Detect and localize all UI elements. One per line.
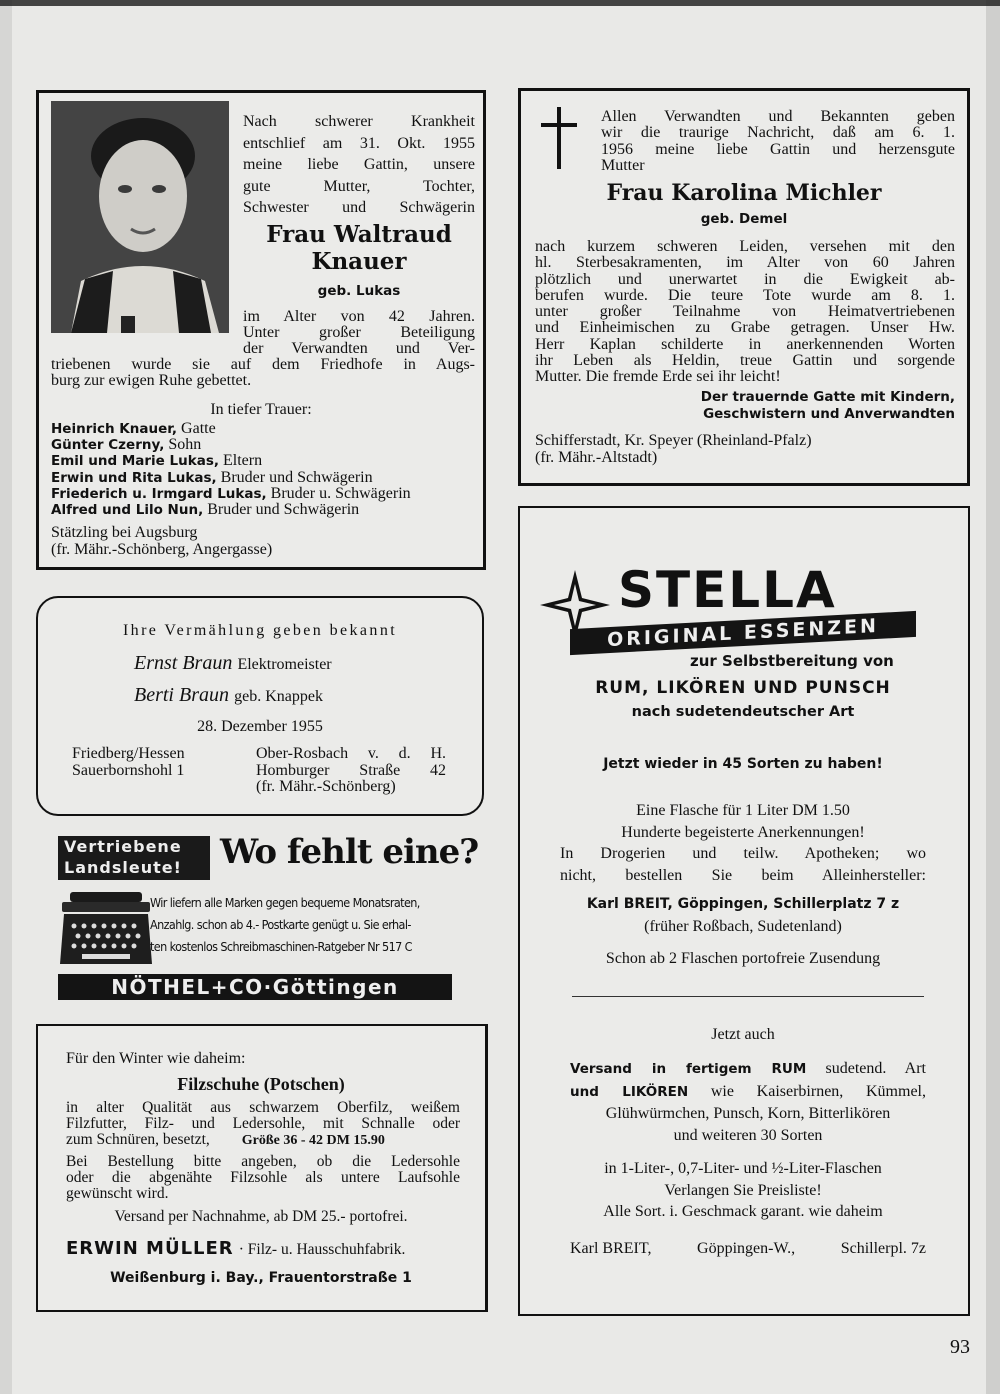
bottle-line: in 1-Liter-, 0,7-Liter- und ½-Liter-Flaschen xyxy=(604,1160,882,1177)
obit2-place-line: Schifferstadt, Kr. Speyer (Rheinland-Pfalz) xyxy=(535,432,812,449)
relative-row: Heinrich Knauer, Gatte xyxy=(51,420,216,437)
obit1-place-line: Stätzling bei Augsburg xyxy=(51,524,198,541)
banner-ribbon: ORIGINAL ESSENZEN xyxy=(570,611,916,655)
stella-also: Jetzt auch xyxy=(711,1026,775,1043)
groom-name: Ernst Braun xyxy=(134,652,233,674)
rum-line: Versand in fertigem RUM sudetend. Art xyxy=(570,1060,926,1077)
stella-text-line: In Drogerien und teilw. Apotheken; wo xyxy=(560,845,926,862)
footer-part: Schillerpl. 7z xyxy=(840,1240,926,1257)
stella-available: Jetzt wieder in 45 Sorten zu haben! xyxy=(603,756,883,772)
rum-line: Glühwürmchen, Punsch, Korn, Bitterlikören xyxy=(605,1105,891,1122)
obit1-text-line: burg zur ewigen Ruhe gebettet. xyxy=(51,372,252,389)
obit2-text-line: Herr Kaplan schilderte in anerkennenden Worten xyxy=(535,335,955,353)
bride-name: Berti Braun xyxy=(134,684,229,706)
obit2-place-line: (fr. Mähr.-Altstadt) xyxy=(535,448,658,466)
typewriter-ad xyxy=(58,832,479,1002)
slipper-company: ERWIN MÜLLER xyxy=(66,1238,234,1259)
bottle-line: Alle Sort. i. Geschmack garant. wie daheim xyxy=(603,1203,883,1220)
divider xyxy=(572,996,924,997)
relative-row: Alfred und Lilo Nun, Bruder und Schwägerin xyxy=(51,501,360,519)
badge-vertriebene: Vertriebene Landsleute! xyxy=(58,836,210,880)
stella-line1: zur Selbstbereitung von xyxy=(690,652,894,670)
obit1-intro-line: entschlief am 31. Okt. 1955 xyxy=(243,134,475,152)
slipper-desc-line: Filzfutter, Filz- und Ledersohle, mit Schnalle oder xyxy=(66,1115,460,1132)
stella-text-line: nicht, bestellen Sie beim Alleinhersteller: xyxy=(560,866,926,884)
slipper-title: Filzschuhe (Potschen) xyxy=(177,1074,345,1094)
page-number: 93 xyxy=(950,1336,970,1358)
slipper-ad xyxy=(36,1024,488,1312)
right-address-line: (fr. Mähr.-Schönberg) xyxy=(256,778,396,795)
obit1-intro-line: gute Mutter, Tochter, xyxy=(243,177,475,195)
obit2-text-line: Mutter. Die fremde Erde sei ihr leicht! xyxy=(535,368,781,386)
size-price: Größe 36 - 42 DM 15.90 xyxy=(241,1133,385,1148)
stella-former: (früher Roßbach, Sudetenland) xyxy=(644,918,842,935)
obit2-text-line: berufen wurde. Die teure Tote wurde am 8. 1. xyxy=(535,286,955,304)
slipper-desc-line: in alter Qualität aus schwarzem Oberfilz, weißem xyxy=(66,1099,460,1116)
obit2-name: Frau Karolina Michler xyxy=(606,180,882,206)
page-right-edge xyxy=(986,0,1000,1394)
stella-line2: RUM, LIKÖREN UND PUNSCH xyxy=(595,678,891,698)
obit2-text-line: unter großer Teilnahme von Heimatvertriebenen xyxy=(535,303,955,321)
obituary-knauer xyxy=(36,90,486,570)
typewriter-icon xyxy=(60,890,152,966)
slipper-company-type: · Filz- u. Hausschuhfabrik. xyxy=(238,1241,406,1258)
stella-text-line: Eine Flasche für 1 Liter DM 1.50 xyxy=(636,802,850,819)
obit1-text-line: im Alter von 42 Jahren. xyxy=(243,308,475,325)
obit2-signature-line: Geschwistern und Anverwandten xyxy=(703,406,955,422)
left-address-line: Sauerbornshohl 1 xyxy=(72,761,185,779)
ad-line: Anzahlg. schon ab 4.- Postkarte genügt u. Sie erhal- xyxy=(150,917,411,932)
ad-line: Wir liefern alle Marken gegen bequeme Monatsraten, xyxy=(150,895,420,910)
obit2-text-line: hl. Sterbesakramenten, im Alter von 60 Jahren xyxy=(535,254,955,272)
obit2-birth-name: geb. Demel xyxy=(700,211,788,227)
left-address-line: Friedberg/Hessen xyxy=(72,745,185,762)
obit2-text-line: ihr Leben als Heldin, treue Gattin und sorgende xyxy=(535,352,955,370)
obit2-intro-line: wir die traurige Nachricht, daß am 6. 1. xyxy=(601,124,955,142)
relative-row: Emil und Marie Lukas, Eltern xyxy=(51,452,263,470)
top-edge-strip xyxy=(0,0,1000,6)
order-note-line: gewünscht wird. xyxy=(66,1185,169,1202)
ad-line: ten kostenlos Schreibmaschinen-Ratgeber Nr 517 C xyxy=(150,939,412,954)
bottle-line: Verlangen Sie Preisliste! xyxy=(664,1181,822,1199)
right-address-line: Homburger Straße 42 xyxy=(256,761,446,779)
brand-logo: STELLA xyxy=(618,561,837,619)
stella-maker: Karl BREIT, Göppingen, Schillerplatz 7 z xyxy=(586,896,900,912)
slipper-desc-line: zum Schnüren, besetzt, Größe 36 - 42 DM 15.90 xyxy=(66,1131,385,1148)
obit1-text-line: Unter großer Beteiligung xyxy=(243,324,475,341)
company-bar: NÖTHEL+CO·Göttingen xyxy=(58,974,452,1000)
obit2-intro-line: 1956 meine liebe Gattin und herzensgute xyxy=(601,140,955,158)
obit1-intro-line: Nach schwerer Krankheit xyxy=(243,113,475,130)
stella-text-line: Hunderte begeisterte Anerkennungen! xyxy=(621,823,865,841)
obit2-text-line: und Einheimischen zu Grabe getragen. Unser Hw. xyxy=(535,319,955,337)
slipper-intro: Für den Winter wie daheim: xyxy=(66,1050,246,1067)
obit1-intro-line: Schwester und Schwägerin xyxy=(243,199,475,216)
wedding-heading: Ihre Vermählung geben bekannt xyxy=(122,622,398,639)
obit2-signature-line: Der trauernde Gatte mit Kindern, xyxy=(700,389,955,405)
obit2-intro-line: Allen Verwandten und Bekannten geben xyxy=(601,108,955,125)
wedding-date: 28. Dezember 1955 xyxy=(197,718,323,735)
obit1-text-line: der Verwandten und Ver- xyxy=(243,340,475,357)
obit1-mourning: In tiefer Trauer: xyxy=(210,401,312,418)
right-address-line: Ober-Rosbach v. d. H. xyxy=(256,745,446,762)
shipping-note: Versand per Nachnahme, ab DM 25.- portofrei. xyxy=(114,1208,408,1225)
stella-free-shipping: Schon ab 2 Flaschen portofreie Zusendung xyxy=(605,950,881,967)
order-note-line: Bei Bestellung bitte angeben, ob die Ledersohle xyxy=(66,1153,460,1170)
relative-row: Erwin und Rita Lukas, Bruder und Schwägerin xyxy=(51,468,373,486)
relative-row: Friederich u. Irmgard Lukas, Bruder u. Schwägerin xyxy=(51,484,411,502)
slipper-address: Weißenburg i. Bay., Frauentorstraße 1 xyxy=(110,1270,412,1286)
stella-line3: nach sudetendeutscher Art xyxy=(631,704,855,720)
obit1-name-line: Knauer xyxy=(311,248,407,275)
obituary-michler xyxy=(518,88,970,486)
obit2-intro-line: Mutter xyxy=(601,156,645,174)
obit2-text-line: plötzlich und unerwartet in die Ewigkeit ab- xyxy=(535,270,955,288)
obit1-intro-line: meine liebe Gattin, unsere xyxy=(243,156,475,173)
portrait-photo xyxy=(51,101,229,333)
bride-birth: geb. Knappek xyxy=(234,688,323,705)
wedding-announcement xyxy=(36,596,484,816)
obit1-name-line: Frau Waltraud xyxy=(266,221,452,248)
rum-line: und weiteren 30 Sorten xyxy=(673,1126,823,1144)
relative-row: Günter Czerny, Sohn xyxy=(51,436,202,454)
stella-ad xyxy=(518,506,970,1316)
obit1-place-line: (fr. Mähr.-Schönberg, Angergasse) xyxy=(51,540,273,558)
cross-icon xyxy=(541,107,577,169)
footer-part: Göppingen-W., xyxy=(697,1240,796,1257)
obit1-text-line: triebenen wurde sie auf dem Friedhofe in Augs- xyxy=(51,356,475,373)
headline: Wo fehlt eine? xyxy=(220,832,479,872)
order-note-line: oder die abgenähte Filzsohle als untere Laufsohle xyxy=(66,1169,460,1186)
obit1-birth-name: geb. Lukas xyxy=(317,283,401,299)
obit2-text-line: nach kurzem schweren Leiden, versehen mit den xyxy=(535,238,955,255)
footer-part: Karl BREIT, xyxy=(570,1240,652,1257)
page-left-edge xyxy=(0,0,12,1394)
groom-title: Elektromeister xyxy=(237,656,332,673)
rum-line: und LIKÖREN wie Kaiserbirnen, Kümmel, xyxy=(570,1082,926,1100)
